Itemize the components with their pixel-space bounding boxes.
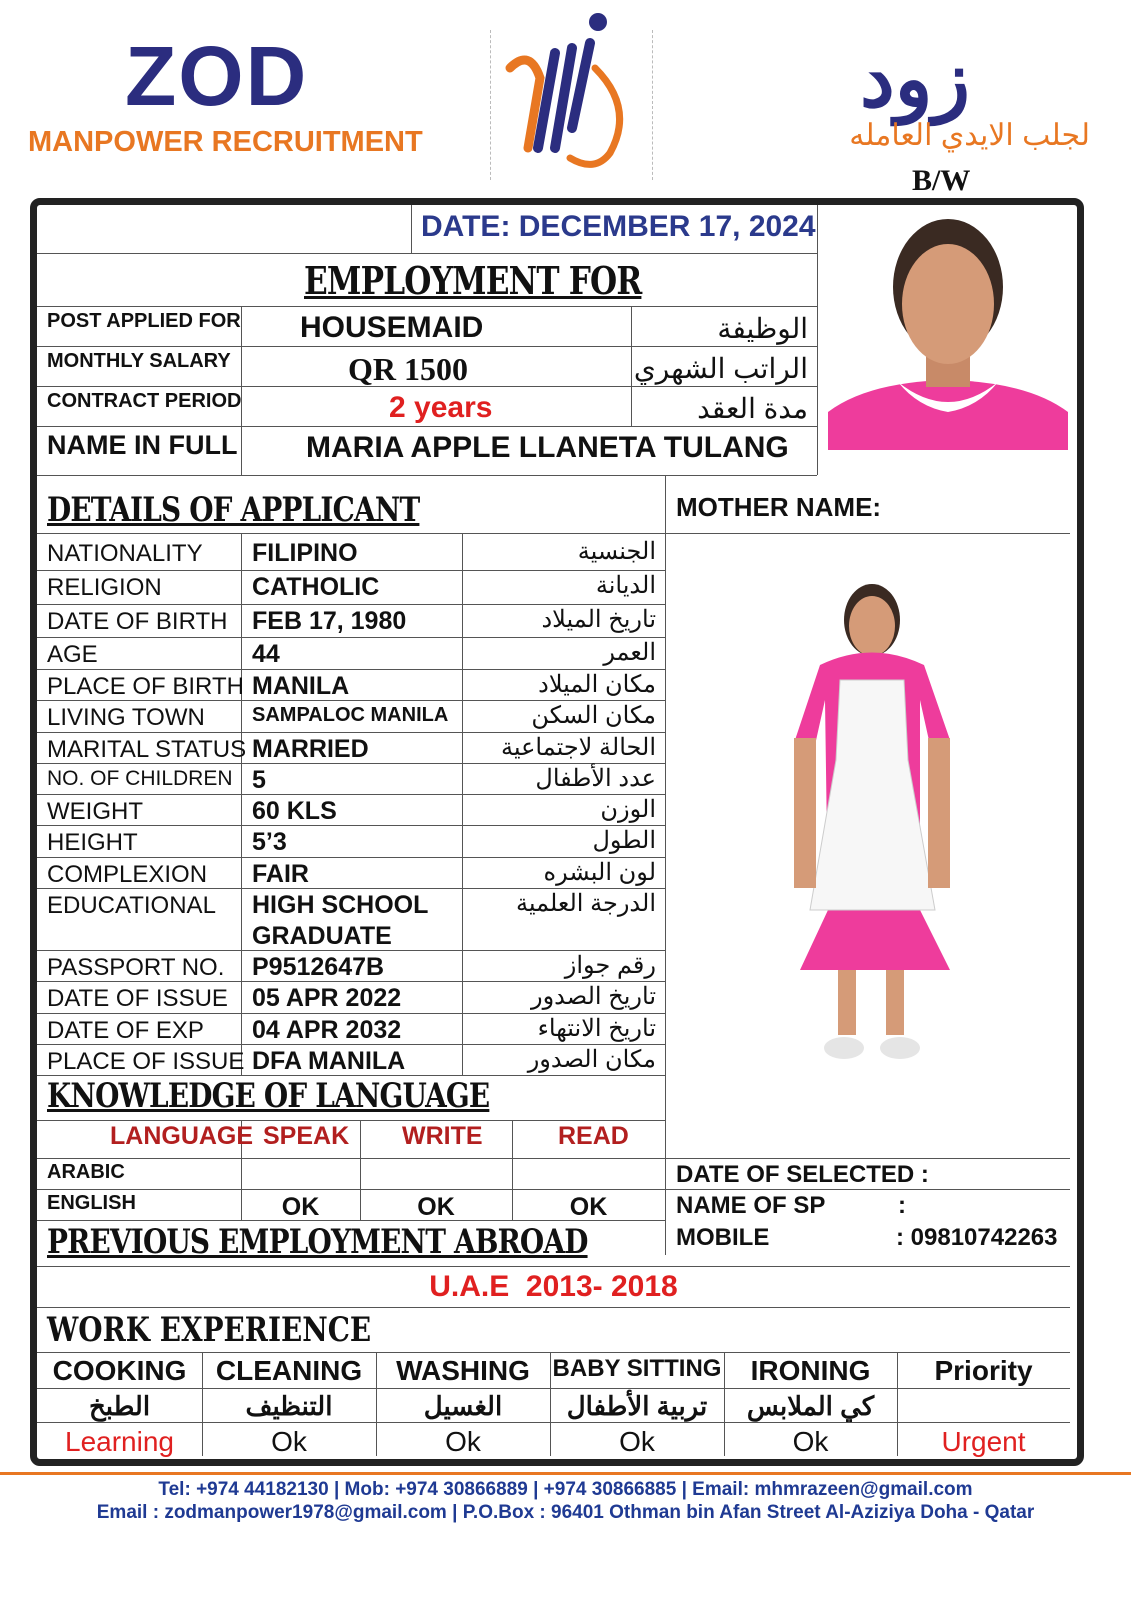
work-skill-label: IRONING [750, 1355, 871, 1386]
work-skill-label: WASHING [396, 1355, 530, 1386]
previous-employment-value: U.A.E 2013- 2018 [429, 1270, 678, 1303]
divider [490, 30, 491, 180]
work-skill-label: COOKING [52, 1355, 187, 1386]
work-skill-arabic: الطبخ [88, 1391, 151, 1421]
detail-label: EDUCATIONAL [47, 892, 216, 919]
detail-value: FAIR [252, 860, 309, 888]
lang-header-speak: SPEAK [263, 1122, 350, 1150]
footer-contact-line-1: Tel: +974 44182130 | Mob: +974 30866889 | +974 30866885 | Email: mhmrazeen@gmail.com [158, 1479, 973, 1500]
contract-label: CONTRACT PERIOD [47, 390, 242, 412]
lang-row-label: ENGLISH [47, 1192, 136, 1214]
work-skill-level: Urgent [941, 1426, 1026, 1457]
sponsor-name-colon: : [898, 1192, 906, 1219]
work-skill-level: Ok [445, 1426, 481, 1457]
post-arabic: الوظيفة [717, 313, 808, 344]
work-skill-level: Ok [271, 1426, 307, 1457]
form-date: DATE: DECEMBER 17, 2024 [421, 210, 816, 243]
detail-arabic-label: مكان الميلاد [538, 671, 656, 698]
detail-arabic-label: الوزن [600, 796, 656, 823]
detail-value: GRADUATE [252, 922, 392, 950]
work-skill-label: Priority [934, 1355, 1033, 1386]
detail-arabic-label: عدد الأطفال [535, 765, 656, 792]
detail-arabic-label: الجنسية [577, 538, 656, 565]
detail-arabic-label: تاريخ الميلاد [541, 606, 656, 633]
work-experience-title: WORK EXPERIENCE [47, 1310, 372, 1350]
lang-english-write: OK [417, 1193, 455, 1221]
detail-label: DATE OF BIRTH [47, 608, 228, 635]
mother-name-label: MOTHER NAME: [676, 492, 882, 522]
contract-arabic: مدة العقد [697, 393, 808, 424]
work-skill-level: Learning [65, 1426, 174, 1457]
work-skill-arabic: تربية الأطفال [566, 1391, 708, 1421]
detail-arabic-label: الحالة لاجتماعية [500, 734, 656, 761]
detail-label: NO. OF CHILDREN [47, 767, 233, 790]
detail-label: DATE OF ISSUE [47, 985, 228, 1012]
detail-arabic-label: تاريخ الصدور [531, 983, 656, 1010]
detail-value: HIGH SCHOOL [252, 891, 429, 919]
contract-value: 2 years [389, 391, 493, 424]
detail-value: P9512647B [252, 953, 385, 981]
form-code: B/W [912, 164, 971, 197]
detail-label: LIVING TOWN [47, 704, 205, 731]
detail-arabic-label: الديانة [595, 572, 656, 599]
detail-label: DATE OF EXP [47, 1017, 204, 1044]
name-label: NAME IN FULL [47, 430, 238, 460]
detail-arabic-label: مكان السكن [531, 702, 656, 729]
sponsor-name-label: NAME OF SP [676, 1192, 826, 1219]
form-title: EMPLOYMENT FOR [304, 258, 642, 303]
detail-arabic-label: الطول [592, 827, 656, 854]
work-skill-label: CLEANING [215, 1355, 363, 1386]
salary-arabic: الراتب الشهري [633, 353, 808, 384]
footer-contact-line-2: Email : zodmanpower1978@gmail.com | P.O.Box : 96401 Othman bin Afan Street Al-Aziziya Doha - Qatar [96, 1502, 1035, 1523]
detail-value: 44 [252, 640, 280, 668]
detail-label: RELIGION [47, 574, 162, 601]
detail-value: 60 KLS [252, 797, 337, 825]
company-tagline: MANPOWER RECRUITMENT [28, 126, 423, 158]
detail-value: MANILA [252, 672, 350, 700]
detail-arabic-label: لون البشره [543, 859, 656, 886]
date-selected-label: DATE OF SELECTED : [676, 1161, 929, 1188]
detail-label: MARITAL STATUS [47, 736, 247, 763]
company-logo-arabic: زود [860, 35, 971, 123]
applicant-headshot-photo [828, 212, 1068, 450]
salary-value: QR 1500 [348, 351, 468, 387]
detail-value: CATHOLIC [252, 573, 380, 601]
full-name: MARIA APPLE LLANETA TULANG [306, 431, 789, 464]
company-logo-icon [500, 8, 640, 178]
company-tagline-arabic: لجلب الايدي العامله [849, 119, 1090, 152]
post-value: HOUSEMAID [300, 311, 484, 344]
applicant-fullbody-photo [780, 570, 960, 1070]
company-logo-text: ZOD [125, 29, 309, 123]
detail-value: 5 [252, 766, 266, 794]
detail-value: MARRIED [252, 735, 369, 763]
mobile-label: MOBILE [676, 1224, 770, 1251]
detail-value: 5’3 [252, 828, 287, 856]
detail-value: SAMPALOC MANILA [252, 704, 449, 726]
detail-label: NATIONALITY [47, 540, 203, 567]
detail-label: PLACE OF BIRTH [47, 673, 244, 700]
details-title: DETAILS OF APPLICANT [47, 490, 420, 530]
lang-english-read: OK [569, 1193, 608, 1221]
detail-value: 05 APR 2022 [252, 984, 402, 1012]
detail-label: COMPLEXION [47, 861, 208, 888]
lang-row-label: ARABIC [47, 1161, 125, 1183]
work-skill-arabic: التنظيف [245, 1391, 333, 1421]
detail-label: HEIGHT [47, 829, 138, 856]
language-title: KNOWLEDGE OF LANGUAGE [47, 1076, 490, 1116]
lang-header-write: WRITE [402, 1122, 483, 1150]
work-skill-level: Ok [792, 1426, 829, 1457]
detail-arabic-label: العمر [603, 639, 656, 666]
salary-label: MONTHLY SALARY [47, 350, 231, 372]
work-skill-label: BABY SITTING [552, 1355, 722, 1382]
detail-label: PASSPORT NO. [47, 954, 225, 981]
work-skill-level: Ok [619, 1426, 655, 1457]
post-label: POST APPLIED FOR [47, 310, 241, 332]
lang-header-read: READ [558, 1122, 629, 1150]
detail-arabic-label: الدرجة العلمية [515, 890, 656, 917]
detail-arabic-label: مكان الصدور [527, 1046, 656, 1073]
detail-label: AGE [47, 641, 98, 668]
detail-value: 04 APR 2032 [252, 1016, 402, 1044]
detail-value: FILIPINO [252, 539, 358, 567]
detail-label: PLACE OF ISSUE [47, 1048, 245, 1075]
work-skill-arabic: الغسيل [423, 1391, 503, 1421]
divider [652, 30, 653, 180]
detail-arabic-label: رقم جواز [564, 952, 656, 979]
previous-employment-title: PREVIOUS EMPLOYMENT ABROAD [47, 1222, 588, 1262]
mobile-value: : 09810742263 [896, 1224, 1058, 1251]
work-skill-arabic: كي الملابس [746, 1391, 875, 1421]
detail-value: FEB 17, 1980 [252, 607, 407, 635]
lang-english-speak: OK [281, 1193, 320, 1221]
lang-header-language: LANGUAGE [110, 1122, 254, 1150]
detail-label: WEIGHT [47, 798, 143, 825]
detail-arabic-label: تاريخ الانتهاء [537, 1015, 656, 1042]
detail-value: DFA MANILA [252, 1047, 406, 1075]
footer-divider [0, 1472, 1131, 1475]
